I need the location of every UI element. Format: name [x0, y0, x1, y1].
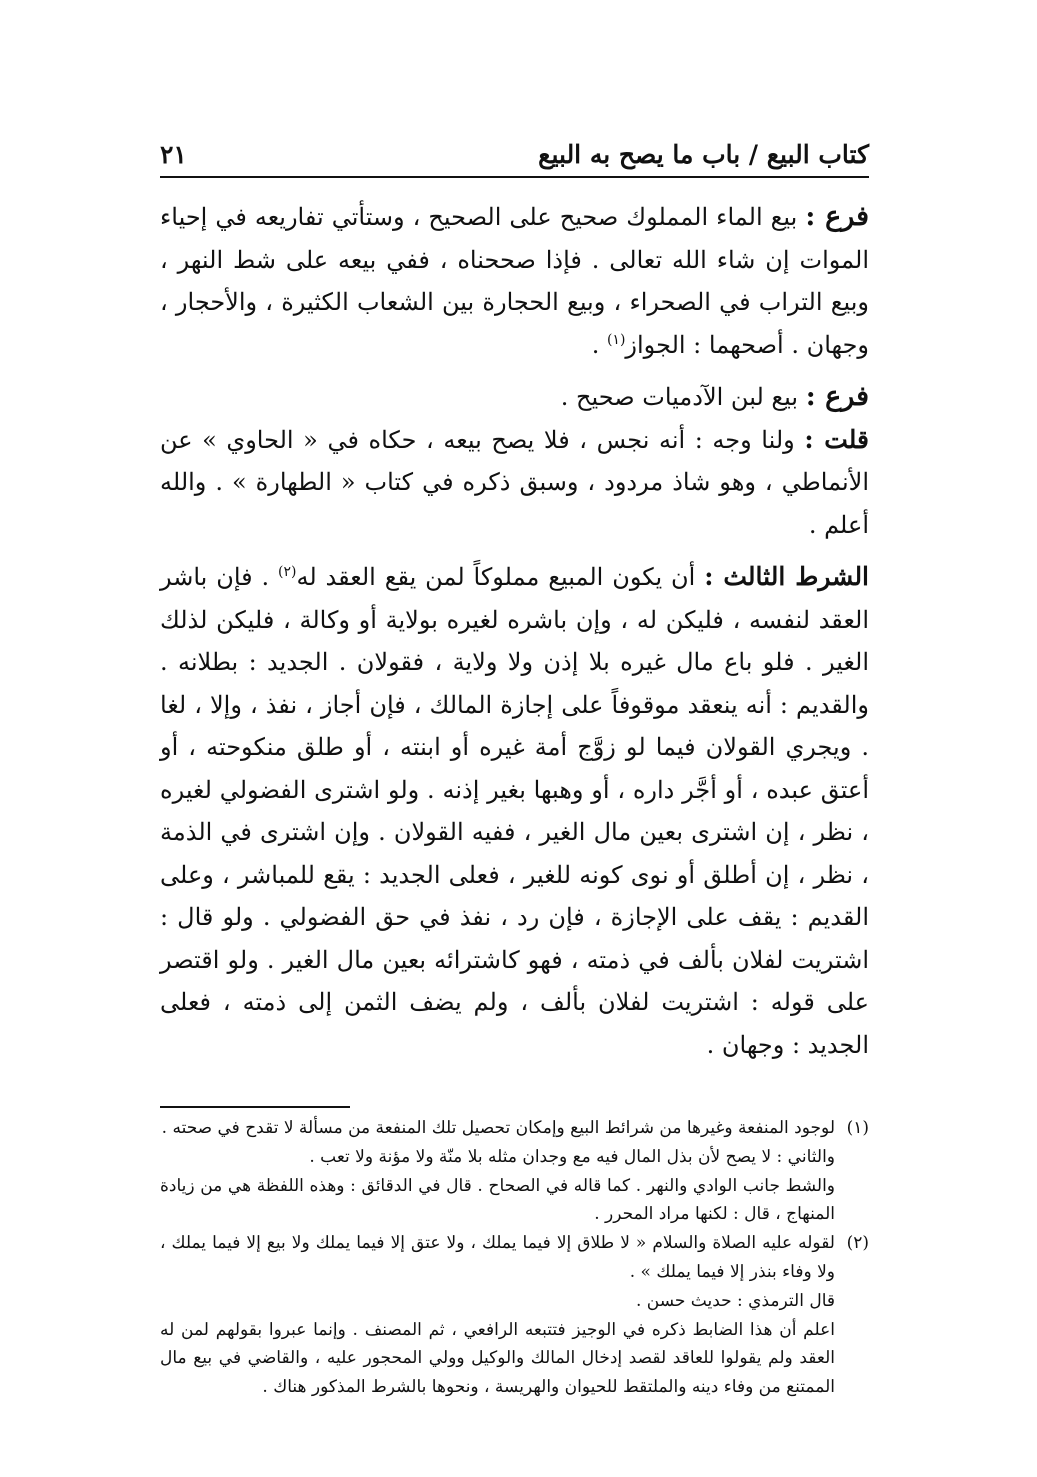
- footnote-line: قال الترمذي : حديث حسن .: [635, 1290, 835, 1311]
- paragraph-text: بيع الماء المملوك صحيح على الصحيح ، وستأتي تفاريعه في إحياء الموات إن شاء الله تعالى . فإذا صححناه ، ففي بيعه على شط النهر ، وبيع التراب في الصحراء ، وبيع الحجارة بين الشعاب الكثيرة ، والأحجار ، وجهان . أصحهما : الجواز: [160, 203, 869, 359]
- paragraph-qult: [160, 419, 869, 547]
- footnote-ref[interactable]: (١): [606, 331, 626, 348]
- paragraph-third-condition: [160, 556, 869, 1066]
- footnote-divider: [160, 1106, 350, 1108]
- paragraph-tail: .: [591, 330, 607, 359]
- paragraph-far-2: [160, 376, 869, 419]
- footnote-ref[interactable]: (٢): [278, 564, 297, 580]
- paragraph-far-1: [160, 196, 869, 366]
- paragraph-lead: فرع :: [805, 381, 869, 412]
- paragraph-text: بيع لبن الآدميات صحيح .: [560, 383, 806, 411]
- paragraph-text: أن يكون المبيع مملوكاً لمن يقع العقد له: [296, 563, 705, 591]
- running-header: [160, 138, 869, 178]
- footnote-line: لقوله عليه الصلاة والسلام « لا طلاق إلا فيما يملك ، ولا عتق إلا فيما يملك ولا بيع إلا فيما يملك ، ولا وفاء بنذر إلا فيما يملك » .: [160, 1233, 835, 1282]
- paragraph-lead: الشرط الثالث :: [704, 562, 870, 591]
- footnote-number: (٢): [846, 1233, 869, 1254]
- main-text: [160, 196, 869, 1066]
- footnote-number: (١): [846, 1118, 869, 1138]
- footnote-line: والثاني : لا يصح لأن بذل المال فيه مع وجدان مثله بلا منّة ولا مؤنة ولا تعب .: [309, 1146, 835, 1167]
- footnote-line: لوجود المنفعة وغيرها من شرائط البيع وإمكان تحصيل تلك المنفعة من مسألة لا تقدح في صحته .: [161, 1118, 835, 1138]
- paragraph-tail: . فإن باشر العقد لنفسه ، فليكن له ، وإن باشره لغيره بولاية أو وكالة ، فليكن لذلك الغير . فلو باع مال غيره بلا إذن ولا ولاية ، فقولان . الجديد : بطلانه . والقديم : أنه ينعقد موقوفاً على إجازة المالك ، فإن أجاز ، نفذ ، وإلا ، لغا . ويجري القولان فيما لو زوَّج أمة غيره أو ابنته ، أو طلق منكوحته ، أو أعتق عبده ، أو أجَّر داره ، أو وهبها بغير إذنه . ولو اشترى الفضولي لغيره ، نظر ، إن اشترى بعين مال الغير ، ففيه القولان . وإن اشترى في الذمة ، نظر ، إن أطلق أو نوى كونه للغير ، فعلى الجديد : يقع للمباشر ، وعلى القديم : يقف على الإجازة ، فإن رد ، نفذ في حق الفضولي . ولو قال : اشتريت لفلان بألف في ذمته ، فهو كاشترائه بعين مال الغير . ولو اقتصر على قوله : اشتريت لفلان بألف ، ولم يضف الثمن إلى ذمته ، فعلى الجديد : وجهان .: [160, 563, 869, 1059]
- footnote: [160, 1229, 869, 1287]
- footnote-line: اعلم أن هذا الضابط ذكره في الوجيز فتتبعه الرافعي ، ثم المصنف . وإنما عبروا بقولهم لمن له العقد ولم يقولوا للعاقد لقصد إدخال المالك والوكيل وولي المحجور عليه ، والقاضي في بيع مال الممتنع من وفاء دينه والملتقط للحيوان والهريسة ، ونحوها بالشرط المذكور هناك .: [160, 1319, 835, 1398]
- footnotes: [160, 1114, 869, 1402]
- paragraph-lead: فرع :: [805, 201, 870, 232]
- footnote: [160, 1114, 869, 1143]
- paragraph-lead: قلت :: [804, 424, 869, 454]
- header-title: كتاب البيع / باب ما يصح به البيع: [538, 140, 869, 169]
- paragraph-text: ولنا وجه : أنه نجس ، فلا يصح بيعه ، حكاه في « الحاوي » عن الأنماطي ، وهو شاذ مردود ، وسبق ذكره في كتاب « الطهارة » . والله أعلم .: [160, 425, 869, 539]
- footnote-line: والشط جانب الوادي والنهر . كما قاله في الصحاح . قال في الدقائق : وهذه اللفظة هي من زيادة المنهاج ، قال : لكنها مراد المحرر .: [160, 1175, 835, 1225]
- page-number: ٢١: [160, 140, 187, 169]
